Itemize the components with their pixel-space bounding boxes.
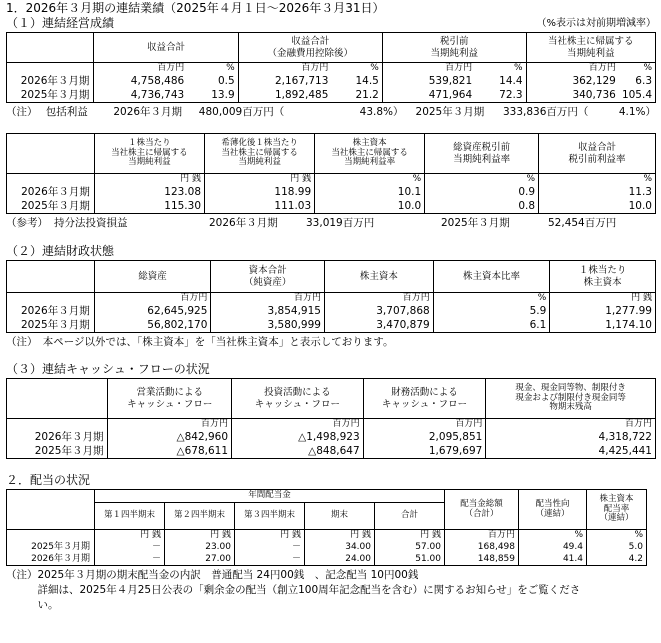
unit-cell: 百万円 bbox=[445, 530, 519, 542]
value-cell: 11.3 bbox=[539, 185, 656, 199]
value-cell: 4.2 bbox=[587, 553, 647, 565]
unit-cell: 百万円 bbox=[108, 419, 232, 431]
value-cell: － bbox=[95, 541, 165, 553]
note-value: 333,836百万円（ bbox=[502, 106, 589, 119]
unit-cell: 百万円 bbox=[324, 293, 433, 305]
header-total: 合計 bbox=[375, 503, 445, 530]
value-cell: 14.5 bbox=[331, 74, 382, 88]
note-prefix: （注） bbox=[6, 106, 38, 119]
value-cell: 0.8 bbox=[425, 199, 539, 214]
unit-cell: 円 銭 bbox=[305, 530, 375, 542]
value-cell: 13.9 bbox=[187, 88, 238, 103]
header-diluted-eps: 希薄化後１株当たり 当社株主に帰属する 当期純利益 bbox=[205, 134, 315, 174]
dividend-detail-note: 詳細は、2025年４月25日公表の「剰余金の配当（創立100周年記念配当を含む）に関するお知らせ」をご覧くださ bbox=[6, 583, 581, 596]
document-title: 1．2026年３月期の連結業績（2025年４月１日～2026年３月31日） bbox=[6, 1, 385, 16]
note-period: 2025年３月期 bbox=[415, 106, 485, 119]
unit-cell: % bbox=[587, 530, 647, 542]
value-cell: 3,854,915 bbox=[211, 304, 325, 318]
unit-cell: 円 銭 bbox=[165, 530, 235, 542]
value-cell: 10.0 bbox=[539, 199, 656, 214]
header-annual-dividend: 年間配当金 bbox=[95, 490, 445, 503]
row-label: 2025年３月期 bbox=[7, 88, 94, 103]
header-investing-cf: 投資活動による キャッシュ・フロー bbox=[232, 379, 364, 419]
value-cell: 539,821 bbox=[382, 74, 475, 88]
value-cell: 56,802,170 bbox=[94, 318, 211, 333]
unit-cell: 百万円 bbox=[211, 293, 325, 305]
value-cell: △848,647 bbox=[232, 444, 364, 459]
unit-cell: 円 銭 bbox=[95, 530, 165, 542]
ref-value: 52,454百万円 bbox=[548, 217, 617, 230]
unit-cell: 百万円 bbox=[232, 419, 364, 431]
unit-cell: 円 銭 bbox=[94, 174, 204, 186]
dividend-detail-note-cont: い。 bbox=[6, 598, 59, 611]
dividends-table bbox=[6, 489, 647, 566]
section1-heading: （１）連結経営成績 bbox=[6, 16, 115, 31]
header-roa: 総資産税引前 当期純利益率 bbox=[425, 134, 539, 174]
value-cell: 123.08 bbox=[94, 185, 204, 199]
blank-header-cell bbox=[7, 33, 94, 63]
header-total-revenue: 収益合計 bbox=[94, 33, 238, 63]
value-cell: 41.4 bbox=[519, 553, 587, 565]
header-net-income: 当社株主に帰属する 当期純利益 bbox=[526, 33, 655, 63]
comprehensive-income-note bbox=[6, 105, 656, 120]
value-cell: 4,758,486 bbox=[94, 74, 187, 88]
header-total-equity: 資本合計 （純資産） bbox=[211, 261, 325, 293]
header-shareholders-equity: 株主資本 bbox=[324, 261, 433, 293]
unit-cell: 百万円 bbox=[94, 63, 187, 75]
value-cell: 27.00 bbox=[165, 553, 235, 565]
header-financing-cf: 財務活動による キャッシュ・フロー bbox=[363, 379, 486, 419]
unit-cell: % bbox=[331, 63, 382, 75]
row-label: 2026年３月期 bbox=[7, 74, 94, 88]
value-cell: 148,859 bbox=[445, 553, 519, 565]
row-label: 2026年３月期 bbox=[7, 430, 108, 444]
unit-cell: 百万円 bbox=[238, 63, 331, 75]
header-operating-cf: 営業活動による キャッシュ・フロー bbox=[108, 379, 232, 419]
header-roe: 株主資本 当社株主に帰属する 当期純利益率 bbox=[315, 134, 425, 174]
value-cell: 4,425,441 bbox=[486, 444, 656, 459]
value-cell: 24.00 bbox=[305, 553, 375, 565]
unit-cell: % bbox=[519, 530, 587, 542]
header-q3: 第３四半期末 bbox=[235, 503, 305, 530]
header-eps: １株当たり 当社株主に帰属する 当期純利益 bbox=[94, 134, 204, 174]
value-cell: 0.5 bbox=[187, 74, 238, 88]
unit-cell: 円 銭 bbox=[550, 293, 656, 305]
unit-cell: % bbox=[619, 63, 656, 75]
per-share-ratios-table bbox=[6, 133, 656, 214]
unit-cell: 円 銭 bbox=[235, 530, 305, 542]
value-cell: △1,498,923 bbox=[232, 430, 364, 444]
value-cell: 111.03 bbox=[205, 199, 315, 214]
value-cell: 5.0 bbox=[587, 541, 647, 553]
value-cell: 21.2 bbox=[331, 88, 382, 103]
row-label: 2026年３月期 bbox=[7, 304, 95, 318]
value-cell: 6.3 bbox=[619, 74, 656, 88]
value-cell: 10.0 bbox=[315, 199, 425, 214]
unit-cell: 百万円 bbox=[526, 63, 619, 75]
header-dividend-total: 配当金総額 （合計） bbox=[445, 490, 519, 530]
note-rate: 4.1%） bbox=[618, 106, 656, 119]
section1-heading-row bbox=[6, 16, 656, 32]
row-label: 2026年３月期 bbox=[7, 553, 95, 565]
value-cell: 1,679,697 bbox=[363, 444, 486, 459]
header-q2: 第２四半期末 bbox=[165, 503, 235, 530]
value-cell: 5.9 bbox=[433, 304, 550, 318]
section3-heading: （３）連結キャッシュ・フローの状況 bbox=[6, 362, 210, 377]
unit-cell: 円 銭 bbox=[205, 174, 315, 186]
section2-heading: （２）連結財政状態 bbox=[6, 244, 115, 259]
ref-period: 2026年３月期 bbox=[209, 217, 278, 230]
header-doe: 株主資本 配当率 （連結） bbox=[587, 490, 647, 530]
value-cell: △842,960 bbox=[108, 430, 232, 444]
operating-results-table bbox=[6, 32, 656, 103]
value-cell: 3,470,879 bbox=[324, 318, 433, 333]
cash-flow-table bbox=[6, 378, 656, 459]
row-label: 2025年３月期 bbox=[7, 318, 95, 333]
value-cell: 49.4 bbox=[519, 541, 587, 553]
unit-cell: % bbox=[539, 174, 656, 186]
value-cell: 4,736,743 bbox=[94, 88, 187, 103]
value-cell: 23.00 bbox=[165, 541, 235, 553]
unit-cell: 円 銭 bbox=[375, 530, 445, 542]
financial-position-table bbox=[6, 260, 656, 333]
ref-label: 持分法投資損益 bbox=[54, 217, 128, 230]
value-cell: 57.00 bbox=[375, 541, 445, 553]
shareholders-equity-note: （注） 本ページ以外では、「株主資本」を「当社株主資本」と表示しております。 bbox=[6, 336, 394, 349]
value-cell: 4,318,722 bbox=[486, 430, 656, 444]
unit-cell: % bbox=[187, 63, 238, 75]
value-cell: 0.9 bbox=[425, 185, 539, 199]
value-cell: 14.4 bbox=[475, 74, 526, 88]
row-label: 2025年３月期 bbox=[7, 541, 95, 553]
value-cell: 10.1 bbox=[315, 185, 425, 199]
earnings-summary-page bbox=[6, 2, 656, 613]
unit-cell: 百万円 bbox=[486, 419, 656, 431]
value-cell: 34.00 bbox=[305, 541, 375, 553]
value-cell: 62,645,925 bbox=[94, 304, 211, 318]
ref-value: 33,019百万円 bbox=[306, 217, 375, 230]
value-cell: 3,707,868 bbox=[324, 304, 433, 318]
value-cell: 3,580,999 bbox=[211, 318, 325, 333]
unit-cell: % bbox=[425, 174, 539, 186]
row-label: 2026年３月期 bbox=[7, 185, 95, 199]
value-cell: 471,964 bbox=[382, 88, 475, 103]
header-bps: １株当たり 株主資本 bbox=[550, 261, 656, 293]
value-cell: 1,892,485 bbox=[238, 88, 331, 103]
value-cell: － bbox=[235, 541, 305, 553]
value-cell: － bbox=[95, 553, 165, 565]
value-cell: 51.00 bbox=[375, 553, 445, 565]
value-cell: 2,095,851 bbox=[363, 430, 486, 444]
header-pretax-income: 税引前 当期純利益 bbox=[382, 33, 526, 63]
header-cash-balance: 現金、現金同等物、制限付き 現金および制限付き現金同等 物期末残高 bbox=[486, 379, 656, 419]
unit-cell: % bbox=[433, 293, 550, 305]
value-cell: 115.30 bbox=[94, 199, 204, 214]
value-cell: 1,277.99 bbox=[550, 304, 656, 318]
unit-cell: 百万円 bbox=[94, 293, 211, 305]
value-cell: 168,498 bbox=[445, 541, 519, 553]
unit-cell: 百万円 bbox=[363, 419, 486, 431]
header-net-revenue: 収益合計 （金融費用控除後） bbox=[238, 33, 382, 63]
value-cell: 72.3 bbox=[475, 88, 526, 103]
note-period: 2026年３月期 bbox=[113, 106, 183, 119]
unit-cell: % bbox=[315, 174, 425, 186]
value-cell: 1,174.10 bbox=[550, 318, 656, 333]
value-cell: 105.4 bbox=[619, 88, 656, 103]
note-label: 包括利益 bbox=[45, 106, 88, 119]
header-pretax-margin: 収益合計 税引前利益率 bbox=[539, 134, 656, 174]
note-value: 480,009百万円（ bbox=[198, 106, 285, 119]
header-payout-ratio: 配当性向 （連結） bbox=[519, 490, 587, 530]
value-cell: － bbox=[235, 553, 305, 565]
unit-cell: % bbox=[475, 63, 526, 75]
ref-period: 2025年３月期 bbox=[441, 217, 510, 230]
ref-prefix: （参考） bbox=[6, 217, 48, 230]
section1-change-note: （%表示は対前期増減率） bbox=[536, 18, 656, 30]
header-q1: 第１四半期末 bbox=[95, 503, 165, 530]
value-cell: 118.99 bbox=[205, 185, 315, 199]
note-rate: 43.8%） bbox=[359, 106, 404, 119]
unit-cell: 百万円 bbox=[382, 63, 475, 75]
header-year-end: 期末 bbox=[305, 503, 375, 530]
header-equity-ratio: 株主資本比率 bbox=[433, 261, 550, 293]
row-label: 2025年３月期 bbox=[7, 444, 108, 459]
value-cell: 2,167,713 bbox=[238, 74, 331, 88]
section4-heading: ２．配当の状況 bbox=[6, 473, 91, 488]
dividend-breakdown-note: （注）2025年３月期の期末配当金の内訳 普通配当 24円00銭 、記念配当 10円00銭 bbox=[6, 568, 419, 581]
equity-method-reference bbox=[6, 216, 656, 231]
row-label: 2025年３月期 bbox=[7, 199, 95, 214]
value-cell: 362,129 bbox=[526, 74, 619, 88]
header-total-assets: 総資産 bbox=[94, 261, 211, 293]
value-cell: △678,611 bbox=[108, 444, 232, 459]
value-cell: 340,736 bbox=[526, 88, 619, 103]
value-cell: 6.1 bbox=[433, 318, 550, 333]
